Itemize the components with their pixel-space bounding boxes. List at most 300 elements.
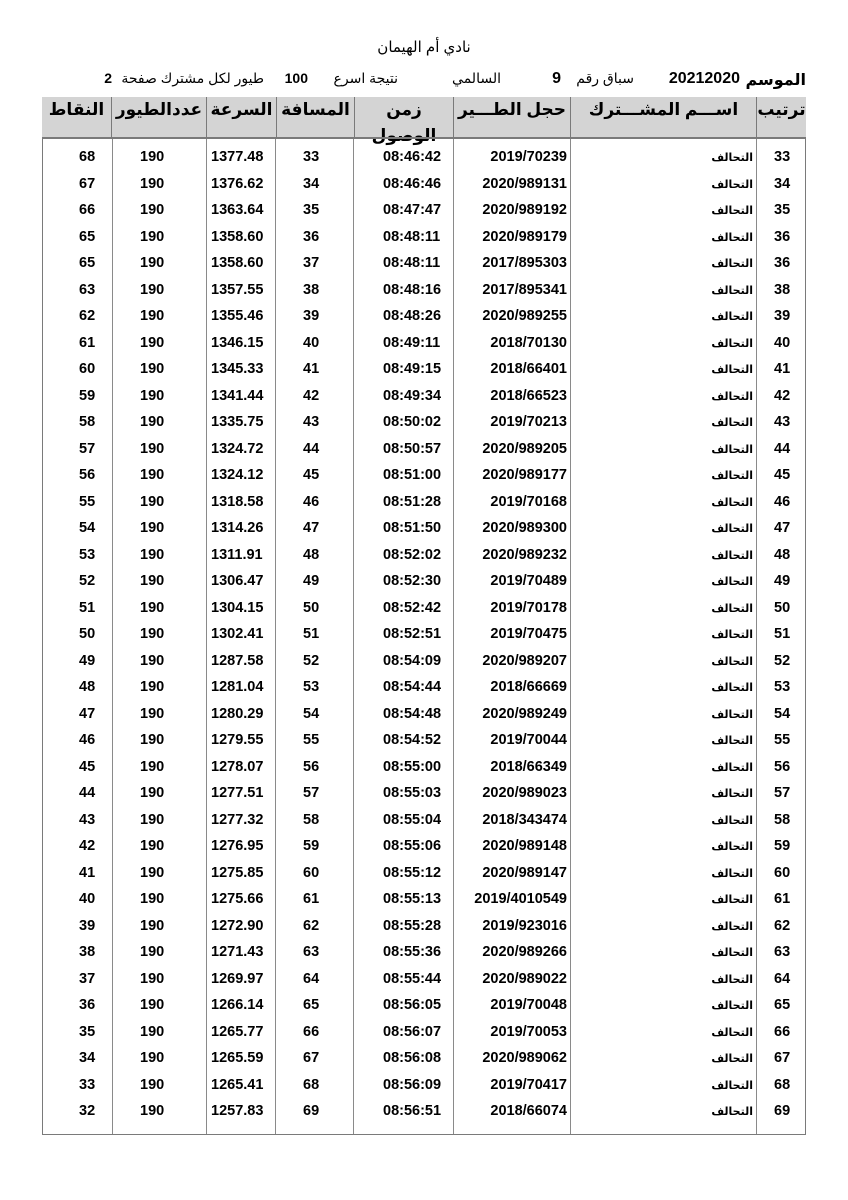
- cell-points: 53: [79, 546, 96, 563]
- cell-points: 40: [79, 891, 96, 907]
- cell-distance: 59: [303, 838, 320, 854]
- col-ring-header: حجل الطـــير: [453, 97, 570, 137]
- cell-ring: 2019/70213: [490, 414, 567, 430]
- cell-ring: 2020/989249: [482, 705, 567, 722]
- cell-points: 61: [79, 334, 96, 351]
- cell-birds: 190: [140, 679, 165, 695]
- table-row: [43, 302, 805, 329]
- cell-rank: 60: [774, 864, 791, 881]
- cell-distance: 53: [303, 679, 320, 695]
- cell-participant: التحالف: [711, 470, 753, 482]
- cell-birds: 190: [140, 652, 165, 669]
- cell-distance: 62: [303, 917, 320, 934]
- cell-points: 44: [79, 785, 96, 801]
- cell-ring: 2019/70168: [490, 493, 567, 510]
- cell-birds: 190: [140, 944, 165, 960]
- table-body: [42, 137, 806, 1135]
- cell-birds: 190: [140, 917, 165, 934]
- cell-points: 56: [79, 467, 96, 483]
- cell-points: 38: [79, 944, 96, 960]
- cell-speed: 1271.43: [211, 944, 264, 960]
- cell-arrival: 08:54:44: [383, 679, 442, 695]
- cell-speed: 1276.95: [211, 838, 264, 854]
- cell-ring: 2020/989022: [482, 970, 567, 987]
- cell-participant: التحالف: [711, 708, 753, 721]
- cell-participant: التحالف: [711, 576, 753, 588]
- cell-arrival: 08:48:11: [383, 228, 441, 245]
- cell-participant: التحالف: [711, 258, 753, 270]
- col-speed-header: السرعة: [206, 97, 276, 137]
- cell-speed: 1341.44: [211, 387, 264, 404]
- season-value: 20212020: [668, 70, 740, 87]
- col-distance-header: المسافة: [276, 97, 354, 137]
- cell-distance: 67: [303, 1050, 320, 1066]
- cell-rank: 63: [774, 944, 791, 960]
- cell-arrival: 08:56:09: [383, 1076, 442, 1093]
- cell-ring: 2017/895341: [482, 281, 567, 298]
- cell-arrival: 08:55:06: [383, 838, 442, 854]
- cell-birds: 190: [140, 202, 165, 218]
- cell-speed: 1358.60: [211, 228, 264, 245]
- cell-rank: 62: [774, 917, 791, 934]
- cell-birds: 190: [140, 440, 165, 457]
- cell-rank: 35: [774, 202, 791, 218]
- table-row: [43, 806, 805, 833]
- cell-distance: 58: [303, 811, 320, 828]
- cell-points: 48: [79, 679, 96, 695]
- cell-arrival: 08:54:48: [383, 705, 442, 722]
- cell-distance: 49: [303, 573, 320, 589]
- cell-participant: التحالف: [711, 523, 753, 535]
- cell-birds: 190: [140, 175, 165, 192]
- cell-rank: 49: [774, 573, 791, 589]
- cell-distance: 42: [303, 387, 320, 404]
- cell-rank: 43: [774, 414, 791, 430]
- cell-points: 59: [79, 387, 96, 404]
- table-row: [43, 938, 805, 965]
- cell-rank: 38: [774, 281, 791, 298]
- cell-speed: 1304.15: [211, 599, 264, 616]
- cell-rank: 36: [774, 228, 791, 245]
- cell-distance: 33: [303, 149, 320, 165]
- cell-distance: 36: [303, 228, 320, 245]
- cell-rank: 42: [774, 387, 791, 404]
- cell-participant: التحالف: [711, 788, 753, 800]
- cell-points: 51: [79, 599, 96, 616]
- cell-arrival: 08:52:02: [383, 546, 442, 563]
- cell-arrival: 08:46:42: [383, 149, 442, 165]
- cell-arrival: 08:52:51: [383, 626, 442, 642]
- cell-speed: 1281.04: [211, 679, 264, 695]
- cell-ring: 2020/989205: [482, 440, 567, 457]
- cell-distance: 47: [303, 520, 320, 536]
- cell-points: 68: [79, 149, 96, 165]
- cell-birds: 190: [140, 149, 165, 165]
- cell-speed: 1345.33: [211, 361, 264, 377]
- cell-arrival: 08:49:11: [383, 334, 441, 351]
- cell-participant: التحالف: [711, 337, 753, 350]
- cell-rank: 34: [774, 175, 791, 192]
- cell-participant: التحالف: [711, 1106, 753, 1118]
- col-arrival-header: زمن الوصول: [354, 97, 453, 137]
- cell-rank: 39: [774, 308, 791, 324]
- cell-ring: 2019/70489: [490, 573, 567, 589]
- cell-participant: التحالف: [711, 814, 753, 827]
- cell-speed: 1346.15: [211, 334, 264, 351]
- cell-arrival: 08:50:57: [383, 440, 442, 457]
- cell-speed: 1265.59: [211, 1050, 264, 1066]
- cell-distance: 56: [303, 758, 320, 775]
- cell-points: 49: [79, 652, 96, 669]
- table-row: [43, 673, 805, 700]
- table-row: [43, 276, 805, 303]
- cell-participant: التحالف: [711, 1026, 753, 1039]
- cell-participant: التحالف: [711, 1000, 753, 1012]
- cell-birds: 190: [140, 732, 165, 748]
- cell-birds: 190: [140, 493, 165, 510]
- cell-participant: التحالف: [711, 390, 753, 403]
- cell-points: 36: [79, 997, 96, 1013]
- table-row: [43, 991, 805, 1018]
- cell-arrival: 08:55:36: [383, 944, 442, 960]
- cell-birds: 190: [140, 414, 165, 430]
- cell-arrival: 08:48:16: [383, 281, 442, 298]
- cell-ring: 2017/895303: [482, 255, 567, 271]
- cell-rank: 66: [774, 1023, 791, 1040]
- cell-ring: 2018/66669: [490, 679, 567, 695]
- cell-distance: 68: [303, 1076, 320, 1093]
- cell-distance: 60: [303, 864, 320, 881]
- cell-rank: 46: [774, 493, 791, 510]
- cell-rank: 68: [774, 1076, 791, 1093]
- cell-distance: 55: [303, 732, 320, 748]
- cell-ring: 2019/70053: [490, 1023, 567, 1040]
- cell-birds: 190: [140, 1076, 165, 1093]
- cell-points: 43: [79, 811, 96, 828]
- cell-speed: 1335.75: [211, 414, 264, 430]
- cell-participant: التحالف: [711, 311, 753, 323]
- cell-arrival: 08:50:02: [383, 414, 442, 430]
- cell-birds: 190: [140, 626, 165, 642]
- cell-distance: 64: [303, 970, 320, 987]
- table-row: [43, 355, 805, 382]
- table-row: [43, 514, 805, 541]
- cell-birds: 190: [140, 705, 165, 722]
- table-row: [43, 594, 805, 621]
- table-row: [43, 753, 805, 780]
- cell-birds: 190: [140, 228, 165, 245]
- cell-points: 60: [79, 361, 96, 377]
- cell-rank: 69: [774, 1103, 791, 1119]
- cell-birds: 190: [140, 361, 165, 377]
- col-participant-header: اســـم المشـــترك: [570, 97, 756, 137]
- cell-birds: 190: [140, 1103, 165, 1119]
- cell-rank: 33: [774, 149, 791, 165]
- cell-ring: 2020/989177: [482, 467, 567, 483]
- cell-participant: التحالف: [711, 629, 753, 641]
- cell-participant: التحالف: [711, 867, 753, 880]
- cell-ring: 2020/989131: [482, 175, 567, 192]
- cell-birds: 190: [140, 864, 165, 881]
- cell-birds: 190: [140, 838, 165, 854]
- table-row: [43, 832, 805, 859]
- cell-rank: 65: [774, 997, 791, 1013]
- cell-arrival: 08:51:50: [383, 520, 442, 536]
- cell-rank: 57: [774, 785, 791, 801]
- cell-participant: التحالف: [711, 920, 753, 933]
- cell-speed: 1318.58: [211, 493, 264, 510]
- cell-ring: 2019/70178: [490, 599, 567, 616]
- cell-rank: 61: [774, 891, 791, 907]
- location: السالمي: [452, 70, 501, 86]
- cell-arrival: 08:48:11: [383, 255, 441, 271]
- cell-participant: التحالف: [711, 284, 753, 297]
- cell-speed: 1314.26: [211, 520, 264, 536]
- col-birds-header: عددالطيور: [111, 97, 206, 137]
- cell-speed: 1302.41: [211, 626, 264, 642]
- cell-points: 57: [79, 440, 96, 457]
- cell-birds: 190: [140, 255, 165, 271]
- cell-distance: 41: [303, 361, 320, 377]
- cell-rank: 40: [774, 334, 791, 351]
- cell-arrival: 08:54:09: [383, 652, 442, 669]
- cell-points: 67: [79, 175, 96, 192]
- cell-rank: 51: [774, 626, 791, 642]
- table-row: [43, 567, 805, 594]
- cell-rank: 58: [774, 811, 791, 828]
- cell-speed: 1265.77: [211, 1023, 264, 1040]
- cell-participant: التحالف: [711, 364, 753, 376]
- cell-distance: 57: [303, 785, 320, 801]
- cell-distance: 45: [303, 467, 320, 483]
- club-title: نادي أم الهيمان: [377, 39, 471, 56]
- cell-distance: 66: [303, 1023, 320, 1040]
- cell-participant: التحالف: [711, 178, 753, 191]
- cell-points: 32: [79, 1103, 96, 1119]
- cell-birds: 190: [140, 997, 165, 1013]
- cell-rank: 48: [774, 546, 791, 563]
- cell-points: 52: [79, 573, 96, 589]
- cell-points: 65: [79, 228, 96, 245]
- cell-participant: التحالف: [711, 682, 753, 694]
- cell-participant: التحالف: [711, 496, 753, 509]
- cell-arrival: 08:54:52: [383, 732, 442, 748]
- cell-arrival: 08:48:26: [383, 308, 442, 324]
- cell-birds: 190: [140, 891, 165, 907]
- table-row: [43, 382, 805, 409]
- cell-distance: 37: [303, 255, 320, 271]
- cell-speed: 1266.14: [211, 997, 264, 1013]
- cell-ring: 2020/989207: [482, 652, 567, 669]
- cell-birds: 190: [140, 758, 165, 775]
- cell-birds: 190: [140, 467, 165, 483]
- cell-participant: التحالف: [711, 947, 753, 959]
- cell-distance: 40: [303, 334, 320, 351]
- cell-arrival: 08:49:34: [383, 387, 442, 404]
- result-label: نتيجة اسرع: [333, 70, 398, 86]
- table-row: [43, 726, 805, 753]
- cell-rank: 41: [774, 361, 791, 377]
- table-row: [43, 249, 805, 276]
- cell-arrival: 08:55:03: [383, 785, 442, 801]
- cell-points: 66: [79, 202, 96, 218]
- cell-distance: 50: [303, 599, 320, 616]
- cell-distance: 46: [303, 493, 320, 510]
- cell-speed: 1278.07: [211, 758, 264, 775]
- cell-rank: 47: [774, 520, 791, 536]
- cell-speed: 1324.12: [211, 467, 264, 483]
- table-row: [43, 223, 805, 250]
- cell-speed: 1358.60: [211, 255, 264, 271]
- cell-arrival: 08:55:00: [383, 758, 442, 775]
- cell-speed: 1275.85: [211, 864, 264, 881]
- table-row: [43, 1018, 805, 1045]
- cell-rank: 56: [774, 758, 791, 775]
- cell-ring: 2018/343474: [482, 811, 567, 828]
- cell-rank: 64: [774, 970, 791, 987]
- table-row: [43, 196, 805, 223]
- cell-ring: 2019/70417: [490, 1076, 567, 1093]
- cell-arrival: 08:49:15: [383, 361, 442, 377]
- cell-rank: 45: [774, 467, 791, 483]
- cell-points: 42: [79, 838, 96, 854]
- cell-ring: 2018/66401: [490, 361, 567, 377]
- cell-ring: 2019/70044: [490, 732, 567, 748]
- cell-points: 45: [79, 758, 96, 775]
- cell-rank: 55: [774, 732, 791, 748]
- table-row: [43, 885, 805, 912]
- cell-arrival: 08:51:00: [383, 467, 442, 483]
- cell-speed: 1277.51: [211, 785, 264, 801]
- cell-arrival: 08:56:51: [383, 1103, 442, 1119]
- cell-birds: 190: [140, 308, 165, 324]
- cell-ring: 2020/989255: [482, 308, 567, 324]
- cell-points: 50: [79, 626, 96, 642]
- cell-birds: 190: [140, 546, 165, 563]
- table-row: [43, 488, 805, 515]
- cell-ring: 2020/989179: [482, 228, 567, 245]
- results-table: [42, 97, 806, 1135]
- cell-participant: التحالف: [711, 602, 753, 615]
- cell-rank: 54: [774, 705, 791, 722]
- cell-arrival: 08:55:04: [383, 811, 442, 828]
- cell-distance: 39: [303, 308, 320, 324]
- cell-arrival: 08:55:13: [383, 891, 442, 907]
- table-row: [43, 461, 805, 488]
- cell-arrival: 08:55:28: [383, 917, 442, 934]
- cell-speed: 1324.72: [211, 440, 264, 457]
- cell-points: 46: [79, 732, 96, 748]
- cell-participant: التحالف: [711, 1079, 753, 1092]
- cell-ring: 2019/4010549: [474, 891, 567, 907]
- cell-arrival: 08:52:42: [383, 599, 442, 616]
- cell-participant: التحالف: [711, 205, 753, 217]
- cell-rank: 59: [774, 838, 791, 854]
- cell-speed: 1269.97: [211, 970, 264, 987]
- cell-ring: 2020/989232: [482, 546, 567, 563]
- cell-birds: 190: [140, 970, 165, 987]
- cell-points: 63: [79, 281, 96, 298]
- cell-speed: 1363.64: [211, 202, 264, 218]
- race-number: 9: [552, 70, 561, 87]
- table-row: [43, 779, 805, 806]
- cell-arrival: 08:47:47: [383, 202, 442, 218]
- cell-ring: 2020/989266: [482, 944, 567, 960]
- cell-speed: 1277.32: [211, 811, 264, 828]
- cell-distance: 34: [303, 175, 320, 192]
- cell-points: 55: [79, 493, 96, 510]
- cell-ring: 2018/66349: [490, 758, 567, 775]
- cell-ring: 2019/923016: [482, 917, 567, 934]
- col-points-header: النقاط: [48, 100, 105, 119]
- cell-participant: التحالف: [711, 841, 753, 853]
- cell-participant: التحالف: [711, 549, 753, 562]
- cell-arrival: 08:56:07: [383, 1023, 442, 1040]
- cell-speed: 1280.29: [211, 705, 264, 722]
- cell-participant: التحالف: [711, 973, 753, 986]
- cell-speed: 1355.46: [211, 308, 264, 324]
- cell-arrival: 08:56:08: [383, 1050, 442, 1066]
- table-row: [43, 329, 805, 356]
- cell-arrival: 08:52:30: [383, 573, 442, 589]
- race-label: سباق رقم: [576, 70, 634, 86]
- table-row: [43, 647, 805, 674]
- cell-arrival: 08:55:12: [383, 864, 442, 881]
- cell-participant: التحالف: [711, 1053, 753, 1065]
- per-label: طيور لكل مشترك صفحة: [121, 70, 264, 86]
- page-number: 2: [104, 70, 112, 86]
- cell-participant: التحالف: [711, 443, 753, 456]
- cell-rank: 50: [774, 599, 791, 616]
- table-row: [43, 1097, 805, 1124]
- cell-birds: 190: [140, 785, 165, 801]
- cell-distance: 65: [303, 997, 320, 1013]
- table-row: [43, 700, 805, 727]
- cell-points: 54: [79, 520, 96, 536]
- cell-speed: 1279.55: [211, 732, 264, 748]
- cell-points: 39: [79, 917, 96, 934]
- table-row: [43, 912, 805, 939]
- cell-arrival: 08:46:46: [383, 175, 442, 192]
- cell-participant: التحالف: [711, 735, 753, 747]
- cell-participant: التحالف: [711, 417, 753, 429]
- cell-points: 34: [79, 1050, 96, 1066]
- cell-ring: 2020/989148: [482, 838, 567, 854]
- cell-participant: التحالف: [711, 655, 753, 668]
- cell-birds: 190: [140, 334, 165, 351]
- cell-distance: 38: [303, 281, 320, 298]
- cell-distance: 52: [303, 652, 320, 669]
- cell-rank: 53: [774, 679, 791, 695]
- cell-birds: 190: [140, 573, 165, 589]
- cell-birds: 190: [140, 387, 165, 404]
- cell-distance: 43: [303, 414, 320, 430]
- cell-distance: 44: [303, 440, 320, 457]
- cell-arrival: 08:56:05: [383, 997, 442, 1013]
- cell-participant: التحالف: [711, 761, 753, 774]
- cell-speed: 1311.91: [211, 546, 263, 563]
- cell-points: 37: [79, 970, 96, 987]
- cell-ring: 2019/70048: [490, 997, 567, 1013]
- table-row: [43, 541, 805, 568]
- cell-ring: 2020/989300: [482, 520, 567, 536]
- cell-speed: 1377.48: [211, 149, 264, 165]
- cell-participant: التحالف: [711, 231, 753, 244]
- cell-participant: التحالف: [711, 152, 753, 164]
- cell-speed: 1357.55: [211, 281, 264, 298]
- race-meta: [42, 66, 806, 92]
- cell-distance: 63: [303, 944, 320, 960]
